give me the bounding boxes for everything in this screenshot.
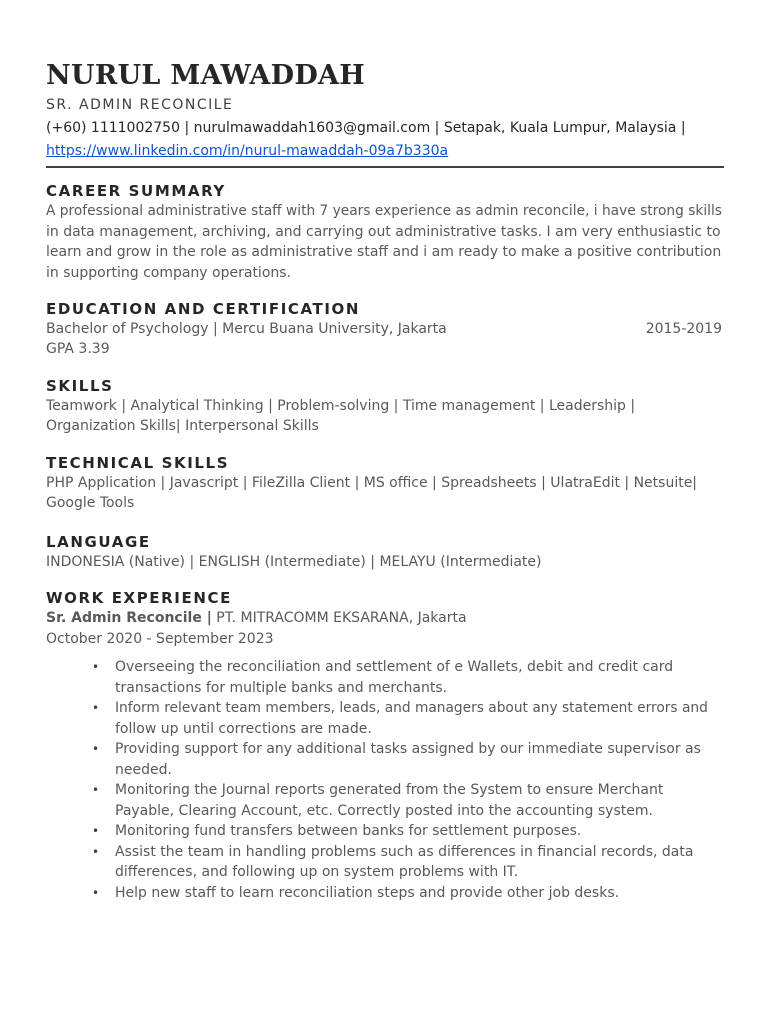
list-item	[46, 657, 724, 698]
education-gpa: GPA 3.39	[46, 341, 110, 357]
bullet-icon: •	[92, 660, 100, 674]
education-section	[46, 299, 724, 360]
responsibilities-list	[46, 657, 724, 903]
bullet-text: follow up until corrections are made.	[115, 720, 372, 737]
career-summary-line: A professional administrative staff with 7 years experience as admin reconcile, i have strong skills	[46, 203, 722, 219]
education-degree-row	[46, 319, 724, 339]
technical-skills-section	[46, 453, 724, 514]
skills-line: Teamwork | Analytical Thinking | Problem-solving | Time management | Leadership |	[46, 397, 636, 414]
bullet-text: Monitoring fund transfers between banks for settlement purposes.	[115, 823, 582, 839]
bullet-icon: •	[92, 824, 100, 838]
bullet-text: needed.	[115, 761, 172, 778]
skills-line: Organization Skills| Interpersonal Skills	[46, 418, 319, 434]
language-section	[46, 532, 724, 573]
bullet-text: transactions for multiple banks and merchants.	[115, 679, 448, 696]
career-summary-heading: CAREER SUMMARY	[46, 182, 226, 200]
linkedin-link[interactable]: https://www.linkedin.com/in/nurul-mawaddah-09a7b330a	[46, 143, 449, 159]
career-summary-line: in supporting company operations.	[46, 264, 291, 281]
language-list: INDONESIA (Native) | ENGLISH (Intermediate) | MELAYU (Intermediate)	[46, 553, 542, 570]
job-company: PT. MITRACOMM EKSARANA, Jakarta	[211, 610, 467, 626]
education-heading: EDUCATION AND CERTIFICATION	[46, 300, 361, 318]
bullet-text: Payable, Clearing Account, etc. Correctly posted into the accounting system.	[115, 802, 653, 819]
list-item	[46, 842, 724, 883]
language-heading: LANGUAGE	[46, 532, 151, 551]
skills-section	[46, 376, 724, 437]
resume-page	[46, 58, 724, 903]
header-divider	[46, 166, 724, 168]
work-experience-heading: WORK EXPERIENCE	[46, 589, 232, 607]
bullet-icon: •	[92, 885, 100, 900]
list-item	[46, 821, 724, 842]
bullet-text: Inform relevant team members, leads, and managers about any statement errors and	[115, 700, 708, 716]
contact-line: (+60) 1111002750 | nurulmawaddah1603@gmail.com | Setapak, Kuala Lumpur, Malaysia |	[46, 120, 686, 136]
education-degree: Bachelor of Psychology | Mercu Buana University, Jakarta	[46, 321, 447, 337]
technical-skills-heading: TECHNICAL SKILLS	[46, 453, 230, 472]
job-period: October 2020 - September 2023	[46, 630, 274, 647]
bullet-text: Overseeing the reconciliation and settlement of e Wallets, debit and credit card	[115, 659, 674, 675]
bullet-icon: •	[92, 844, 100, 859]
skills-heading: SKILLS	[46, 376, 114, 395]
career-summary-section	[46, 181, 724, 283]
linkedin-line	[46, 141, 724, 161]
career-summary-line: in data management, archiving, and carrying out administrative tasks. I am very enthusiastic to	[46, 223, 721, 240]
bullet-text: Assist the team in handling problems such as differences in financial records, data	[115, 843, 694, 860]
bullet-text: differences, and following up on system problems with IT.	[115, 864, 519, 880]
list-item	[46, 883, 724, 904]
list-item	[46, 780, 724, 821]
job-header	[46, 608, 724, 629]
technical-skills-line: PHP Application | Javascript | FileZilla Client | MS office | Spreadsheets | UlatraEdit | Netsuite|	[46, 474, 698, 491]
job-title-subtitle: SR. ADMIN RECONCILE	[46, 97, 234, 113]
career-summary-line: learn and grow in the role as administrative staff and i am ready to make a positive contribution	[46, 244, 722, 260]
education-years: 2015-2019	[645, 321, 722, 337]
candidate-name: NURUL MAWADDAH	[46, 60, 366, 91]
bullet-text: Help new staff to learn reconciliation steps and provide other job desks.	[115, 884, 620, 901]
list-item	[46, 739, 724, 780]
bullet-icon: •	[92, 783, 100, 797]
bullet-text: Monitoring the Journal reports generated from the System to ensure Merchant	[115, 782, 664, 798]
work-experience-section	[46, 588, 724, 903]
bullet-icon: •	[92, 742, 100, 756]
job-role: Sr. Admin Reconcile |	[46, 610, 212, 626]
list-item	[46, 698, 724, 739]
bullet-text: Providing support for any additional tasks assigned by our immediate supervisor as	[115, 741, 701, 757]
bullet-icon: •	[92, 701, 100, 715]
technical-skills-line: Google Tools	[46, 495, 135, 511]
